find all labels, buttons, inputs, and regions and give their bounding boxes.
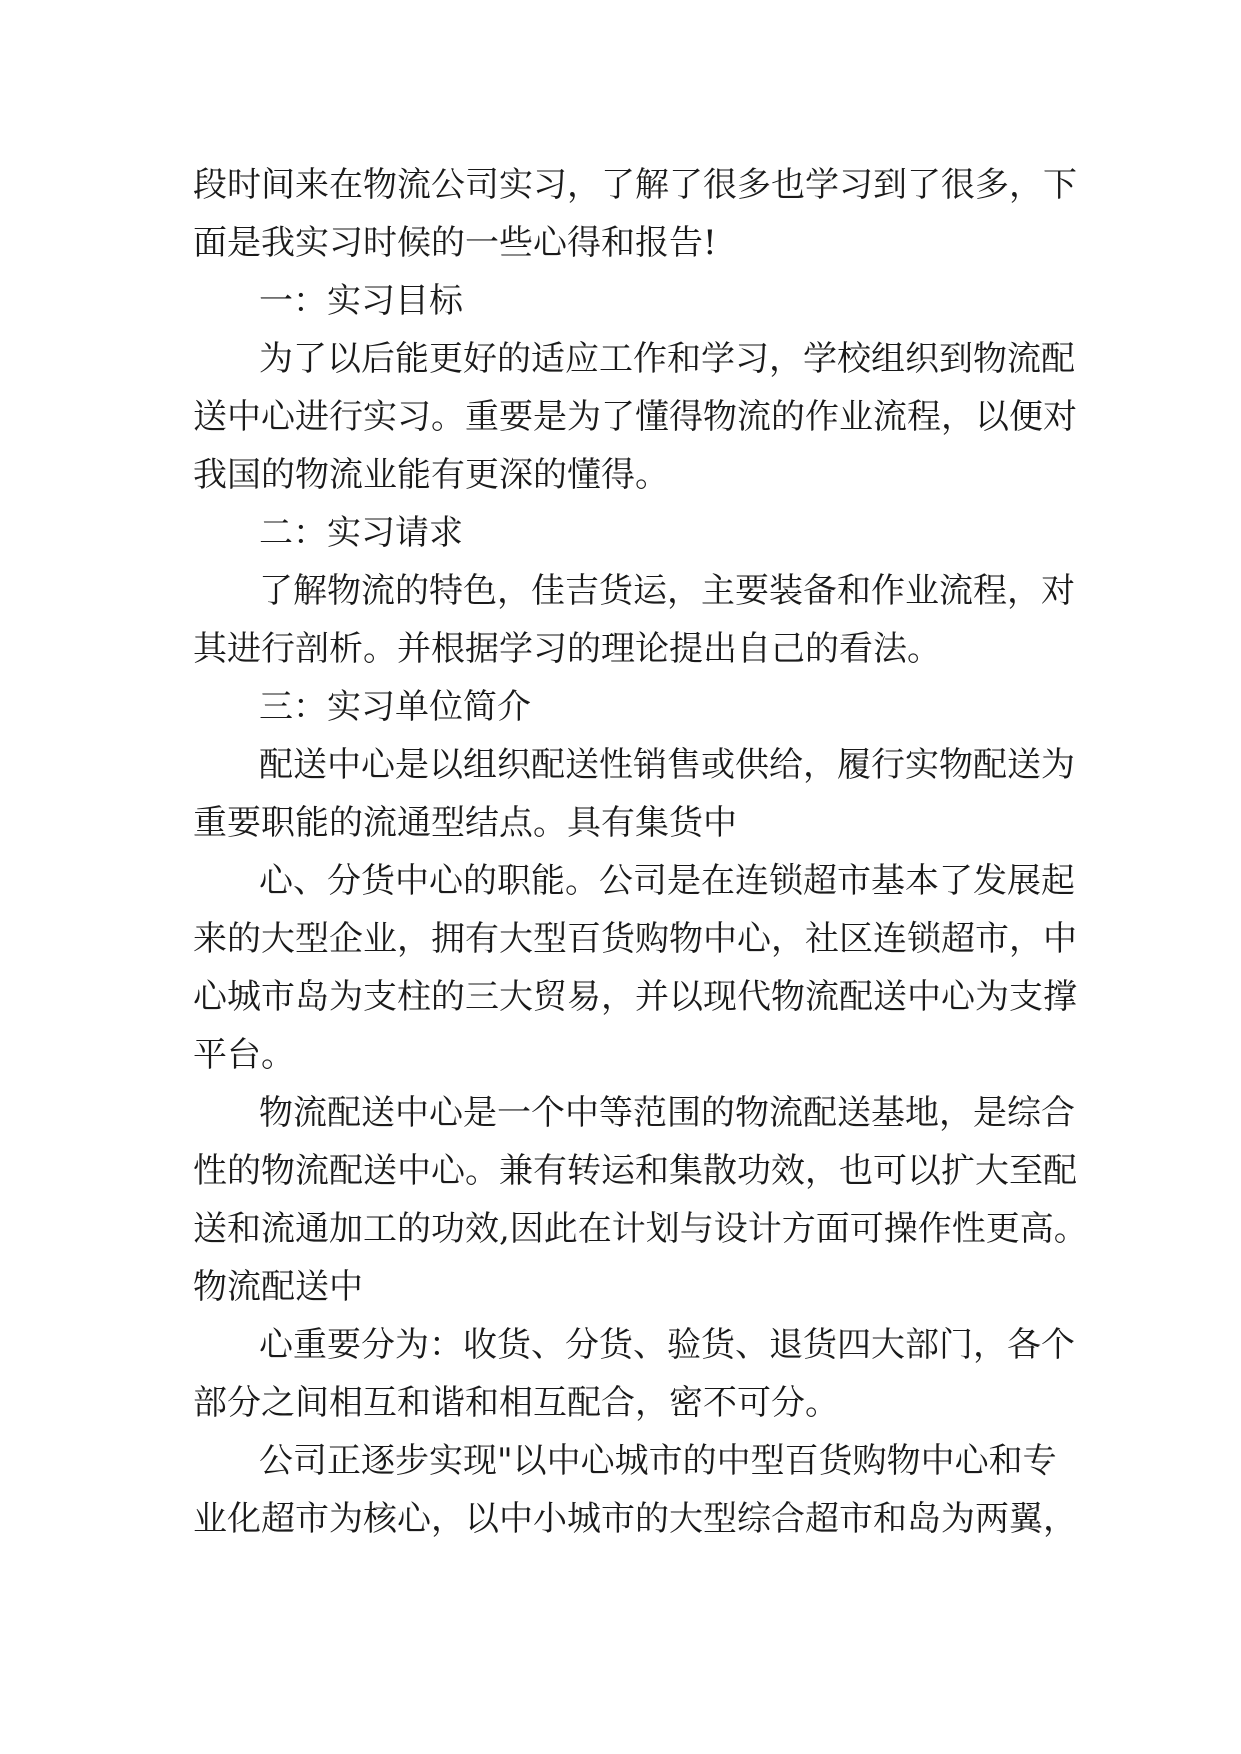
text-line: 心、分货中心的职能。公司是在连锁超市基本了发展起 <box>259 861 1075 901</box>
section-heading: 一：实习目标 <box>259 281 463 321</box>
text-line: 心城市岛为支柱的三大贸易，并以现代物流配送中心为支撑 <box>193 977 1077 1017</box>
text-line: 业化超市为核心，以中小城市的大型综合超市和岛为两翼， <box>193 1499 1077 1539</box>
text-line: 性的物流配送中心。兼有转运和集散功效，也可以扩大至配 <box>193 1151 1077 1191</box>
section-heading: 二：实习请求 <box>259 513 463 553</box>
text-line: 物流配送中心是一个中等范围的物流配送基地，是综合 <box>259 1093 1075 1133</box>
text-line: 段时间来在物流公司实习，了解了很多也学习到了很多，下 <box>193 165 1077 205</box>
text-line: 来的大型企业，拥有大型百货购物中心，社区连锁超市，中 <box>193 919 1077 959</box>
section-heading: 三：实习单位简介 <box>259 687 531 727</box>
text-line: 送和流通加工的功效,因此在计划与设计方面可操作性更高。 <box>193 1209 1088 1249</box>
text-line: 为了以后能更好的适应工作和学习，学校组织到物流配 <box>259 339 1075 379</box>
text-line: 物流配送中 <box>193 1267 363 1307</box>
text-line: 重要职能的流通型结点。具有集货中 <box>193 803 737 843</box>
text-line: 平台。 <box>193 1035 295 1075</box>
text-line: 其进行剖析。并根据学习的理论提出自己的看法。 <box>193 629 941 669</box>
text-line: 我国的物流业能有更深的懂得。 <box>193 455 669 495</box>
text-line: 心重要分为：收货、分货、验货、退货四大部门，各个 <box>259 1325 1075 1365</box>
text-line: 了解物流的特色，佳吉货运，主要装备和作业流程，对 <box>259 571 1075 611</box>
text-line: 公司正逐步实现"以中心城市的中型百货购物中心和专 <box>259 1441 1057 1481</box>
text-line: 配送中心是以组织配送性销售或供给，履行实物配送为 <box>259 745 1075 785</box>
text-line: 部分之间相互和谐和相互配合，密不可分。 <box>193 1383 839 1423</box>
text-line: 送中心进行实习。重要是为了懂得物流的作业流程，以便对 <box>193 397 1077 437</box>
text-line: 面是我实习时候的一些心得和报告! <box>193 223 717 263</box>
